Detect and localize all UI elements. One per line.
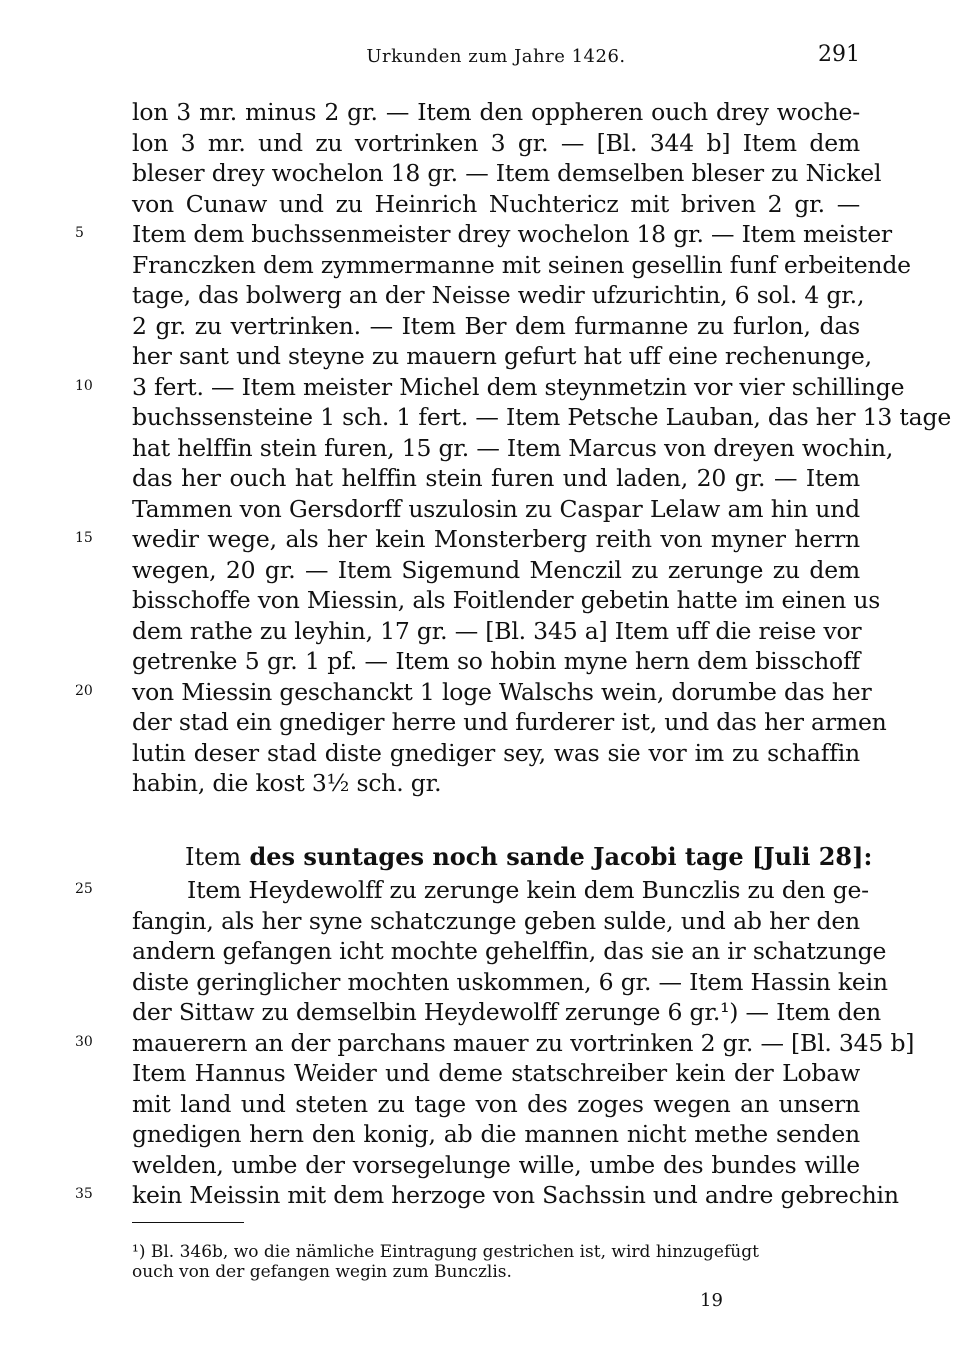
text-line: gnedigen hern den konig, ab die mannen nicht methe senden [132,1120,860,1148]
text-line: von Miessin geschanckt 1 loge Walschs wein, dorumbe das her [132,677,872,706]
section-heading-main: des suntages noch sande Jacobi tage [Juli 28]: [249,842,873,871]
line-number: 20 [75,682,93,699]
running-title: Urkunden zum Jahre 1426. [366,46,626,67]
text-block-2 [132,875,915,1211]
text-line: 3 fert. — Item meister Michel dem steynmetzin vor vier schillinge [132,372,905,401]
text-line: welden, umbe der vorsegelunge wille, umbe des bundes wille [132,1150,860,1179]
text-line: der Sittaw zu demselbin Heydewolff zerunge 6 gr.¹) — Item den [132,998,881,1026]
text-line: buchssensteine 1 sch. 1 fert. — Item Petsche Lauban, das her 13 tage [132,403,952,431]
text-line: diste geringlicher mochten uskommen, 6 gr. — Item Hassin kein [132,967,888,996]
text-line: mauerern an der parchans mauer zu vortrinken 2 gr. — [Bl. 345 b] [132,1028,915,1057]
text-line: getrenke 5 gr. 1 pf. — Item so hobin myne hern dem bisschoff [132,647,860,675]
text-line: wegen, 20 gr. — Item Sigemund Menczil zu zerunge zu dem [132,555,860,584]
text-line: Item Hannus Weider und deme statschreiber kein der Lobaw [132,1059,860,1087]
text-line: dem rathe zu leyhin, 17 gr. — [Bl. 345 a] Item uff die reise vor [132,616,862,645]
text-block-1 [132,97,952,799]
section-heading-prefix: Item [185,843,242,871]
line-number: 30 [75,1033,93,1050]
text-line: lutin deser stad diste gnediger sey, was sie vor im zu schaffin [132,738,860,767]
text-line: habin, die kost 3½ sch. gr. [132,769,442,797]
page-header [132,40,860,76]
section-heading [185,842,873,872]
text-line: das her ouch hat helffin stein furen und laden, 20 gr. — Item [132,464,860,492]
text-line: andern gefangen icht mochte gehelffin, das sie an ir schatzunge [132,937,887,965]
text-line: lon 3 mr. minus 2 gr. — Item den oppheren ouch drey woche- [132,98,860,126]
footnote-divider [132,1222,244,1223]
footnote [132,1242,860,1282]
text-line: fangin, als her syne schatczunge geben sulde, und ab her den [132,906,860,935]
page-number: 291 [818,42,860,67]
footnote-line: ¹) Bl. 346b, wo die nämliche Eintragung gestrichen ist, wird hinzugefügt [132,1242,759,1262]
text-line: tage, das bolwerg an der Neisse wedir ufzurichtin, 6 sol. 4 gr., [132,281,865,309]
footnote-line: ouch von der gefangen wegin zum Bunczlis. [132,1262,512,1282]
text-line: bleser drey wochelon 18 gr. — Item demselben bleser zu Nickel [132,159,882,187]
text-line: hat helffin stein furen, 15 gr. — Item Marcus von dreyen wochin, [132,433,894,462]
text-line: bisschoffe von Miessin, als Foitlender gebetin hatte im einen us [132,586,881,614]
text-line: 2 gr. zu vertrinken. — Item Ber dem furmanne zu furlon, das [132,311,860,340]
line-number: 25 [75,881,93,897]
text-line: kein Meissin mit dem herzoge von Sachssin und andre gebrechin [132,1181,899,1209]
text-line: Tammen von Gersdorff uszulosin zu Caspar Lelaw am hin und [132,494,860,523]
text-line: von Cunaw und zu Heinrich Nuchtericz mit briven 2 gr. — [132,189,860,218]
text-line: her sant und steyne zu mauern gefurt hat uff eine rechenunge, [132,342,872,370]
text-line: der stad ein gnediger herre und furderer ist, und das her armen [132,708,887,736]
text-line: Item dem buchssenmeister drey wochelon 18 gr. — Item meister [132,220,892,248]
signature-number: 19 [700,1290,723,1311]
line-number: 35 [75,1186,93,1202]
line-number: 15 [75,530,93,546]
line-number: 5 [75,225,84,241]
text-line: mit land und steten zu tage von des zoges wegen an unsern [132,1089,860,1118]
line-number: 10 [75,377,93,394]
text-line: Franczken dem zymmermanne mit seinen gesellin funf erbeitende [132,250,911,279]
text-line: Item Heydewolff zu zerunge kein dem Bunczlis zu den ge- [187,876,869,904]
text-line: wedir wege, als her kein Monsterberg reith von myner herrn [132,525,860,553]
text-line: lon 3 mr. und zu vortrinken 3 gr. — [Bl. 344 b] Item dem [132,128,860,157]
